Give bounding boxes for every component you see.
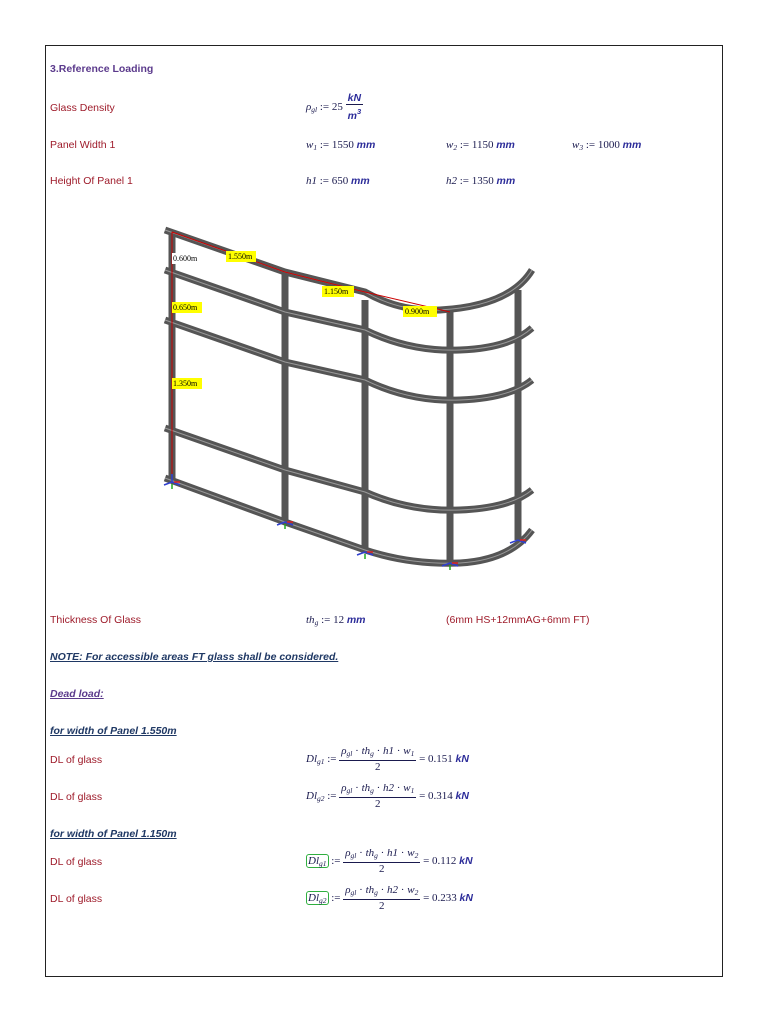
group2-row1-expr: $Dl_{g1}$ := $\frac{\rho_{gl} \cdot th_g \cdot h1 \cdot w_2}{2}$ = 0.112 kN xyxy=(308,847,473,875)
g1r2-result: = 0.314 xyxy=(419,790,453,803)
density-unit-den-base: m xyxy=(347,110,357,122)
w2-symbol: w xyxy=(446,139,454,151)
g2r2-wsub: 2 xyxy=(414,888,419,897)
g1r2-h: h2 xyxy=(383,782,395,794)
g1r1-den: 2 xyxy=(375,761,381,773)
w3-sub: 3 xyxy=(579,143,584,152)
group1-row2-label: DL of glass xyxy=(50,791,103,803)
g2r1-frac xyxy=(343,847,420,876)
section-title: 3.Reference Loading xyxy=(50,63,154,75)
w1-value: := 1550 xyxy=(319,139,354,151)
g1r1-lhs: Dl xyxy=(306,753,317,766)
density-unit-exp: 3 xyxy=(356,107,362,116)
panel-height-label: Height Of Panel 1 xyxy=(50,175,133,187)
thickness-note: (6mm HS+12mmAG+6mm FT) xyxy=(446,614,590,626)
dim-label-6: 1.350m xyxy=(173,379,198,388)
thickness-expr xyxy=(306,614,366,627)
group1-row2-expr: $Dl_{g2}$ := $\frac{\rho_{gl} \cdot th_g \cdot h2 \cdot w_1}{2}$ = 0.314 kN xyxy=(306,782,469,810)
g1r2-num: $\rho_{gl} \cdot th_g \cdot h2 \cdot w_1$ xyxy=(339,782,416,798)
thickness-label: Thickness Of Glass xyxy=(50,614,142,626)
g1r1-result: = 0.151 xyxy=(419,753,453,766)
g1r2-unit: kN xyxy=(455,790,469,803)
h2-value: := 1350 xyxy=(459,175,494,187)
w3-unit: mm xyxy=(622,139,642,151)
g2r1-den: 2 xyxy=(379,863,385,875)
h1-expr xyxy=(306,175,370,187)
h2-unit: mm xyxy=(496,175,516,187)
dim-label-3: 1.150m xyxy=(324,287,349,296)
th-unit: mm xyxy=(346,614,366,626)
group1-heading: for width of Panel 1.550m xyxy=(50,725,177,737)
dimension-lines xyxy=(172,232,450,478)
w2-sub: 2 xyxy=(453,143,458,152)
g2r1-unit: kN xyxy=(459,855,473,868)
rail-3 xyxy=(165,320,532,400)
th-sub: g xyxy=(314,618,319,627)
w1-sub: 1 xyxy=(313,143,318,152)
rho-sub: gl xyxy=(311,105,318,115)
g1r1-h: h1 xyxy=(383,745,395,757)
g1r2-rho: ρ xyxy=(341,782,347,794)
g1r1-rho: ρ xyxy=(341,745,347,757)
g2r1-h: h1 xyxy=(387,847,399,859)
g2r2-result: = 0.233 xyxy=(423,892,457,905)
group2-row2-expr: $Dl_{g2}$ := $\frac{\rho_{gl} \cdot th_g \cdot h2 \cdot w_2}{2}$ = 0.233 kN xyxy=(308,884,473,912)
density-unit-den xyxy=(348,105,362,123)
g2r1-rho: ρ xyxy=(345,847,351,859)
h1-symbol: h1 xyxy=(306,175,317,187)
model-frame xyxy=(165,230,532,563)
g1r2-wsub: 1 xyxy=(410,786,415,795)
g1r1-wsub: 1 xyxy=(410,749,415,758)
g2r2-rho: ρ xyxy=(345,884,351,896)
group1-row1-expr: $Dl_{g1}$ := $\frac{\rho_{gl} \cdot th_g \cdot h1 \cdot w_1}{2}$ = 0.151 kN xyxy=(306,745,469,773)
w3-expr xyxy=(572,139,641,152)
g2r1-wsub: 2 xyxy=(414,851,419,860)
g1r2-den: 2 xyxy=(375,798,381,810)
h1-value: := 650 xyxy=(319,175,349,187)
g1r2-lhs: Dl xyxy=(306,790,317,803)
w1-symbol: w xyxy=(306,139,314,151)
h2-expr xyxy=(446,175,515,187)
dead-load-heading: Dead load: xyxy=(50,688,104,700)
th-value: := 12 xyxy=(321,614,345,626)
ft-glass-note: NOTE: For accessible areas FT glass shall be considered. xyxy=(50,651,339,663)
density-unit-num: kN xyxy=(347,92,362,104)
top-rail xyxy=(165,230,532,310)
w3-value: := 1000 xyxy=(585,139,620,151)
g2r1-num: $\rho_{gl} \cdot th_g \cdot h1 \cdot w_2$ xyxy=(343,847,420,863)
g2r1-lhs: Dl xyxy=(308,855,319,868)
dim-label-1: 0.600m xyxy=(173,254,198,263)
g2r2-frac xyxy=(343,884,420,913)
g2r2-unit: kN xyxy=(459,892,473,905)
group1-row1-label: DL of glass xyxy=(50,754,103,766)
w2-unit: mm xyxy=(496,139,515,151)
g1r1-lhs-sub: g1 xyxy=(317,757,325,767)
g2r1-lhs-sub: g1 xyxy=(319,859,327,869)
h2-symbol: h2 xyxy=(446,175,457,187)
g1r1-unit: kN xyxy=(455,753,469,766)
g2r2-lhs: Dl xyxy=(308,892,319,905)
group2-row2-label: DL of glass xyxy=(50,893,103,905)
density-unit-frac xyxy=(346,92,363,123)
rho-symbol: ρ xyxy=(306,101,312,114)
w1-expr xyxy=(306,139,375,152)
density-value: := 25 xyxy=(319,101,343,114)
w1-unit: mm xyxy=(356,139,376,151)
dim-label-5: 0.650m xyxy=(173,303,198,312)
glass-density-label: Glass Density xyxy=(50,102,115,114)
group2-row1-label: DL of glass xyxy=(50,856,103,868)
h1-unit: mm xyxy=(351,175,370,187)
g2r2-lhs-highlight xyxy=(306,891,329,905)
g2r2-lhs-sub: g2 xyxy=(319,896,327,906)
w2-expr xyxy=(446,139,515,152)
g1r2-lhs-sub: g2 xyxy=(317,794,325,804)
dim-label-4: 0.900m xyxy=(405,307,430,316)
panel-width-label: Panel Width 1 xyxy=(50,139,116,151)
g1r1-num: $\rho_{gl} \cdot th_g \cdot h1 \cdot w_1$ xyxy=(339,745,416,761)
w3-symbol: w xyxy=(572,139,580,151)
w2-value: := 1150 xyxy=(459,139,494,151)
group2-heading: for width of Panel 1.150m xyxy=(50,828,177,840)
g1r1-frac xyxy=(339,745,416,774)
g1r2-frac xyxy=(339,782,416,811)
g2r2-num: $\rho_{gl} \cdot th_g \cdot h2 \cdot w_2$ xyxy=(343,884,420,900)
g2r1-lhs-highlight xyxy=(306,854,329,868)
g2r2-h: h2 xyxy=(387,884,399,896)
g2r2-den: 2 xyxy=(379,900,385,912)
structural-model-illustration xyxy=(160,220,540,575)
glass-density-expr xyxy=(306,92,363,123)
dim-label-2: 1.550m xyxy=(228,252,253,261)
g2r1-result: = 0.112 xyxy=(423,855,457,868)
th-symbol: th xyxy=(306,614,315,626)
